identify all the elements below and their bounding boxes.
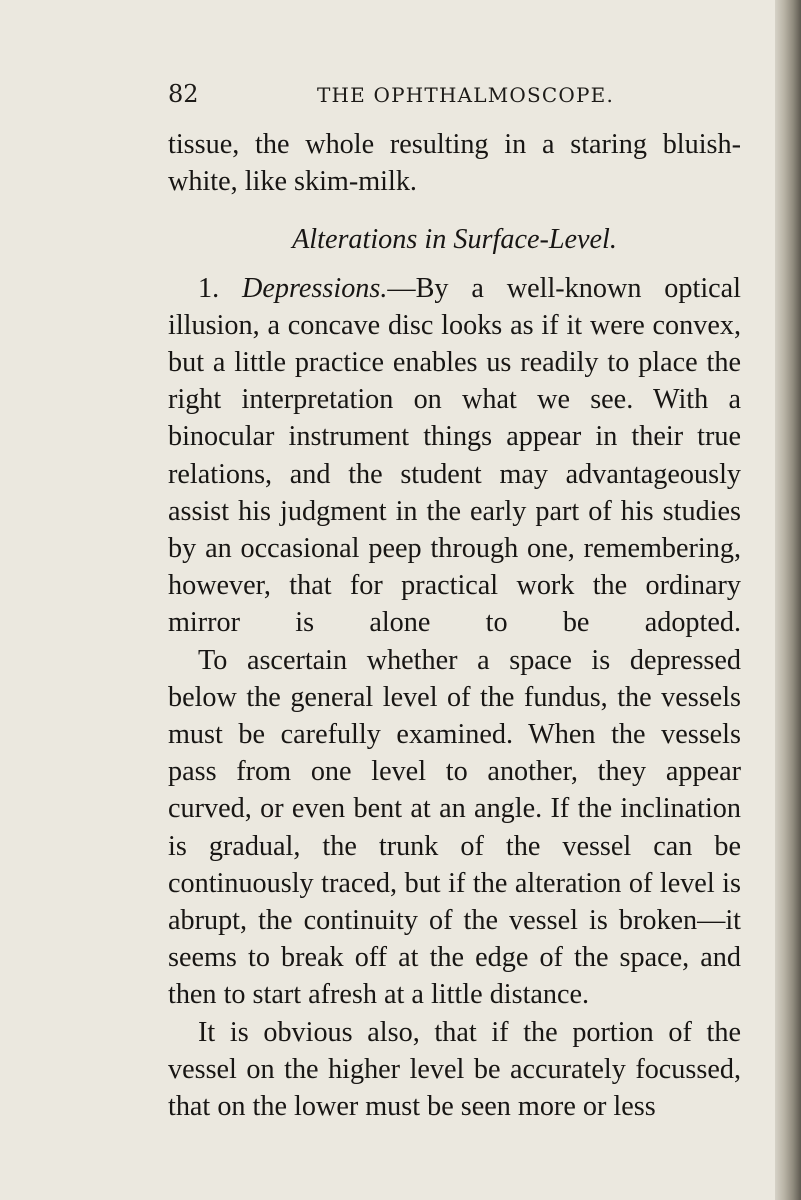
paragraph-1-text: —By a well-known optical illusion, a concave disc looks as if it were convex, but a little practice enables us readily to place the right interpretation on what we see. With a binocular instrument things appear in their true relations, and the student may advantageously assist his judgment in the early part of his studies by an occasional peep through one, remembering, however, that for practical work the ordinary mirror is alone to be adopted. bbox=[168, 272, 741, 639]
page-body bbox=[168, 126, 741, 1125]
depressions-paragraph bbox=[168, 270, 741, 642]
item-title: Depressions. bbox=[242, 272, 388, 304]
continuation-paragraph: tissue, the whole resulting in a staring bluish-white, like skim-milk. bbox=[168, 129, 741, 198]
page-number: 82 bbox=[168, 80, 199, 108]
page-edge-shadow bbox=[775, 0, 801, 1200]
vessels-paragraph: To ascertain whether a space is depressed below the general level of the fundus, the vessels must be carefully examined. When the vessels pass from one level to another, they appear curved, or even bent at an angle. If the inclination is gradual, the trunk of the vessel can be continuously traced, but if the alteration of level is abrupt, the continuity of the vessel is broken—it seems to break off at the edge of the space, and then to start afresh at a little distance. bbox=[168, 644, 741, 1011]
section-heading: Alterations in Surface-Level. bbox=[292, 224, 617, 256]
focus-paragraph: It is obvious also, that if the portion of the vessel on the higher level be accurately focussed, that on the lower must be seen more or less bbox=[168, 1016, 741, 1123]
running-head bbox=[168, 78, 768, 110]
item-number: 1. bbox=[198, 272, 220, 304]
running-title: THE OPHTHALMOSCOPE. bbox=[317, 83, 615, 107]
